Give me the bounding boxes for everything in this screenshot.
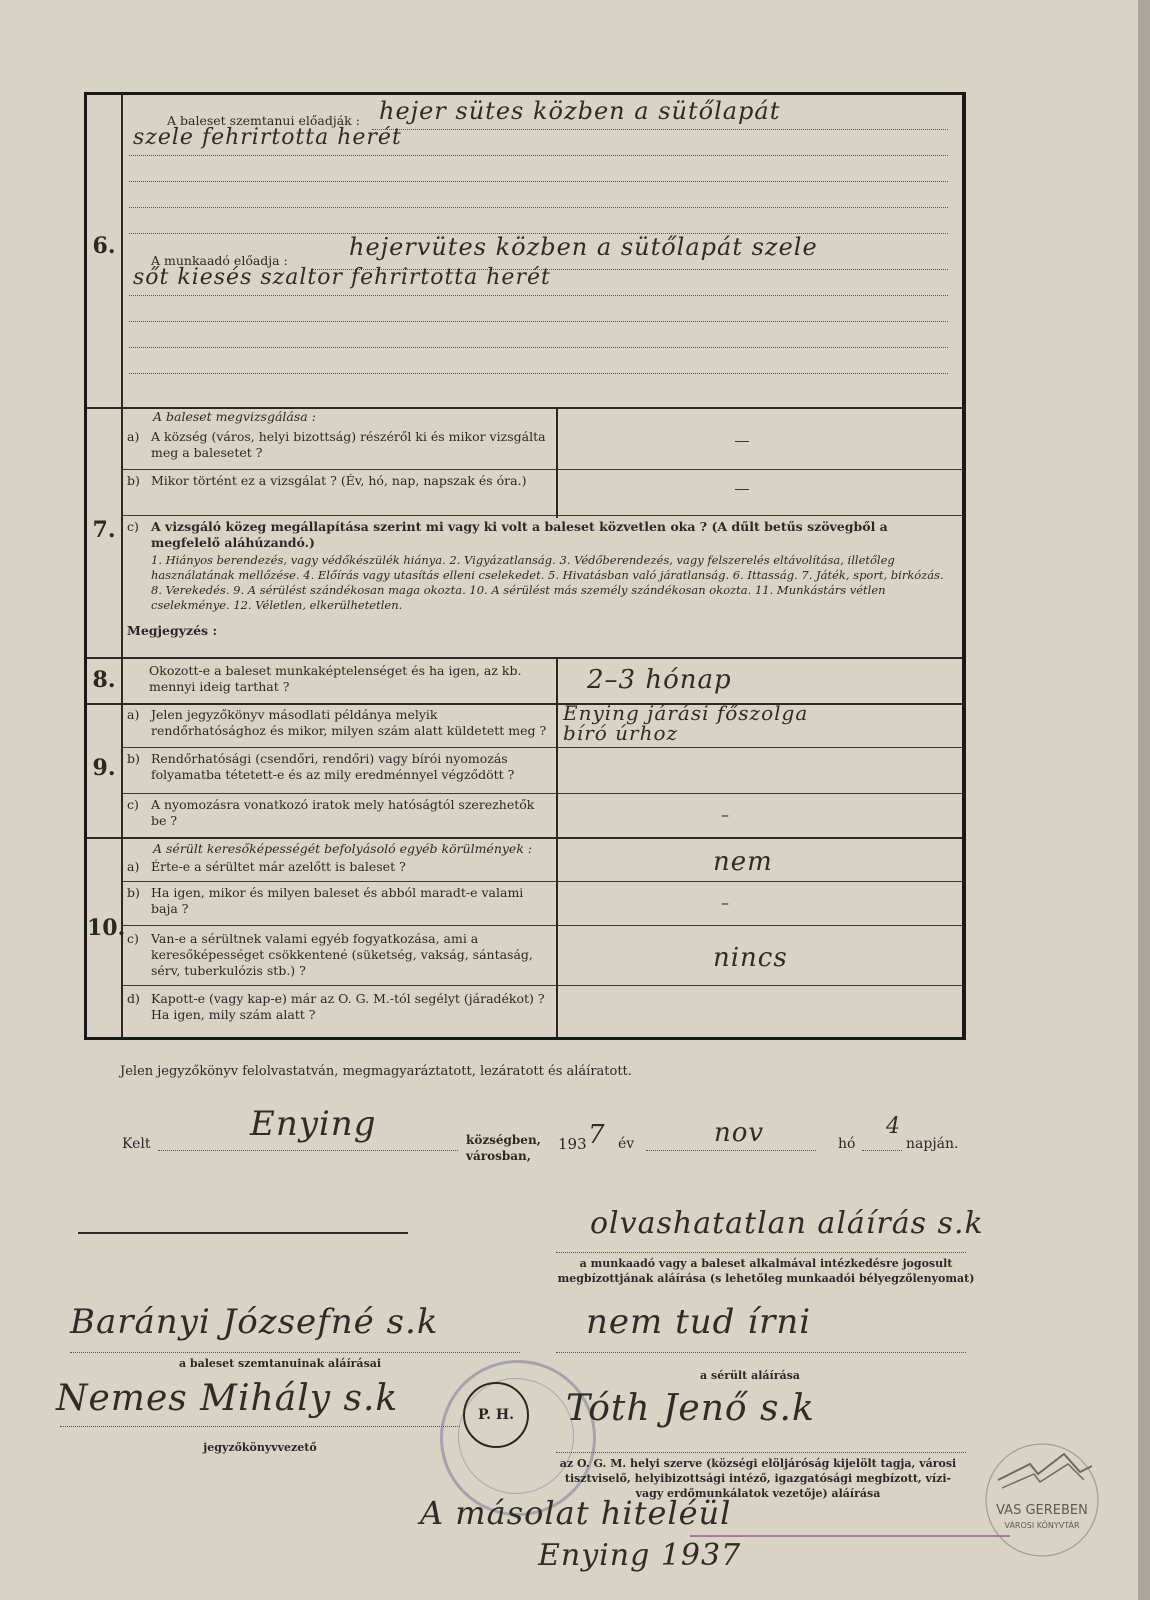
form-table [84, 92, 966, 1040]
kelt-label: Kelt [122, 1136, 151, 1152]
struck-line [78, 1232, 408, 1234]
ruled-line [129, 373, 948, 374]
question-text: Rendőrhatósági (csendőri, rendőri) vagy bírói nyomozás folyamatba tétetett-e és az mily eredménnyel végződött ? [151, 751, 515, 782]
witness-signature-caption: a baleset szemtanuinak aláírásai [178, 1357, 382, 1370]
item-letter: b) [127, 473, 140, 488]
ruled-line [129, 321, 948, 322]
divider-10a-10b [121, 881, 962, 882]
question-text: A község (város, helyi bizottság) részéről ki és mikor vizsgálta meg a balesetet ? [151, 429, 546, 460]
recorder-caption: jegyzőkönyvvezető [203, 1441, 317, 1454]
ruled-line [129, 347, 948, 348]
binding-edge [1138, 0, 1150, 1600]
library-name: VAS GEREBEN [996, 1503, 1088, 1518]
item-letter: a) [127, 707, 140, 722]
answer-text: – [721, 805, 729, 824]
item-letter: b) [127, 751, 140, 766]
divider-9-10 [87, 837, 962, 839]
answer-text: nincs [713, 943, 788, 973]
section-number: 6. [92, 233, 116, 259]
divider-7b-7c [121, 515, 962, 516]
section-heading: A baleset megvizsgálása : [153, 409, 316, 424]
copy-date: Enying 1937 [538, 1538, 742, 1573]
divider-9a-9b [121, 747, 962, 748]
cause-question: A vizsgáló közeg megállapítása szerint mi vagy ki volt a baleset közvetlen oka ? (A dűlt betűs szövegből a megfelelő aláhúzandó.) [151, 519, 888, 550]
item-letter: b) [127, 885, 140, 900]
witness-signature: Barányi Józsefné s.k [70, 1302, 439, 1342]
place-handwritten: Enying [250, 1104, 377, 1144]
question-text: Ha igen, mikor és milyen baleset és abból maradt-e valami baja ? [151, 885, 524, 916]
purple-ink-mark [690, 1535, 1010, 1537]
year-digit-handwritten: 7 [588, 1120, 606, 1150]
month-handwritten: nov [714, 1118, 765, 1148]
answer-text: Enying járási főszolga [563, 701, 809, 725]
section-heading: A sérült keresőképességét befolyásoló egyéb körülmények : [153, 841, 533, 856]
employer-signature-caption: megbízottjának aláírása (s lehetőleg munkaadói bélyegzőlenyomat) [557, 1272, 975, 1285]
divider-9b-9c [121, 793, 962, 794]
employer-signature-caption: a munkaadó vagy a baleset alkalmával intézkedésre jogosult [579, 1257, 953, 1270]
answer-column-line-7 [556, 409, 558, 518]
section-number: 10. [87, 915, 126, 941]
question-text: Okozott-e a baleset munkaképtelenséget és ha igen, az kb. mennyi ideig tarthat ? [149, 663, 522, 694]
item-letter: a) [127, 859, 140, 874]
recorder-signature-line [60, 1426, 460, 1427]
kozsegben-label: községben, [466, 1133, 541, 1147]
year-prefix: 193 [558, 1135, 587, 1153]
employer-signature-line [556, 1252, 966, 1253]
witness-signature-line [70, 1352, 520, 1353]
official-signature: Tóth Jenő s.k [566, 1388, 815, 1429]
divider-10c-10d [121, 985, 962, 986]
question-text: Van-e a sérültnek valami egyéb fogyatkozása, ami a keresőképességet csökkentené (süketség, vakság, sántaság, sérv, tuberkulózis stb.) ? [151, 931, 533, 978]
injured-signature-line [556, 1352, 966, 1353]
month-line [646, 1150, 816, 1151]
copy-note: A másolat hiteléül [420, 1494, 732, 1532]
ev-label: év [618, 1136, 635, 1152]
section-number: 9. [92, 755, 116, 781]
divider-10b-10c [121, 925, 962, 926]
item-letter: d) [127, 991, 140, 1006]
employer-label: A munkaadó előadja : [151, 253, 288, 268]
place-line [158, 1150, 458, 1151]
injured-signature: nem tud írni [586, 1302, 812, 1342]
item-letter: c) [127, 797, 139, 812]
answer-text: – [721, 893, 729, 912]
napjan-label: napján. [906, 1136, 959, 1152]
ph-seal-mark: P. H. [463, 1382, 529, 1448]
ruled-line [372, 129, 948, 130]
item-letter: a) [127, 429, 140, 444]
question-text: Kapott-e (vagy kap-e) már az O. G. M.-tól segélyt (járadékot) ? Ha igen, mily szám alatt ? [151, 991, 545, 1022]
injured-signature-caption: a sérült aláírása [700, 1369, 800, 1382]
answer-column-line-8 [556, 659, 558, 1037]
employer-statement-line-2: sőt kiesés szaltor fehrirtotta herét [133, 265, 551, 290]
cause-options: 1. Hiányos berendezés, vagy védőkészülék hiánya. 2. Vigyázatlanság. 3. Védőberendezés, vagy felszerelés eltávolítása, illetőleg használatának mellőzése. 4. Előírás vagy utasítás elleni cselekedet. 5. Hivatásban való járatlanság. 6. Ittasság. 7. Játék, sport, birkózás. 8. Verekedés. 9. A sérülést szándékosan maga okozta. 10. A sérülést más személy szándékosan okozta. 11. Munkástárs vétlen cselekménye. 12. Véletlen, elkerülhetetlen. [151, 553, 944, 612]
library-logo [980, 1440, 1130, 1570]
question-text: Érte-e a sérültet már azelőtt is baleset ? [151, 859, 406, 874]
divider-7-8 [87, 657, 962, 659]
official-signature-line [556, 1452, 966, 1453]
divider-7a-7b [121, 469, 962, 470]
recorder-signature: Nemes Mihály s.k [56, 1378, 399, 1419]
official-caption: tisztviselő, helyibizottsági intéző, igazgatósági megbízott, vízi- [564, 1472, 952, 1485]
number-column-line [121, 95, 123, 1037]
library-logo-icon [980, 1440, 1130, 1570]
ho-label: hó [838, 1136, 856, 1152]
ruled-line [129, 181, 948, 182]
ruled-line [129, 295, 948, 296]
witness-statement-line-2: szele fehrirtotta herét [133, 125, 402, 150]
official-caption: az O. G. M. helyi szerve (községi elöljáróság kijelölt tagja, városi [559, 1457, 957, 1470]
section-number: 7. [92, 517, 116, 543]
witness-statement-line-1: hejer sütes közben a sütőlapát [379, 97, 781, 125]
employer-statement-line-1: hejervütes közben a sütőlapát szele [349, 233, 818, 261]
question-text: A nyomozásra vonatkozó iratok mely hatóságtól szerezhetők be ? [151, 797, 535, 828]
closing-statement: Jelen jegyzőkönyv felolvastatván, megmagyaráztatott, lezáratott és aláíratott. [120, 1064, 632, 1079]
answer-text: 2–3 hónap [587, 665, 732, 695]
note-label: Megjegyzés : [127, 623, 218, 638]
question-text: Mikor történt ez a vizsgálat ? (Év, hó, nap, napszak és óra.) [151, 473, 527, 488]
question-text: Jelen jegyzőkönyv másodlati példánya melyik rendőrhatósághoz és mikor, milyen szám alatt küldetett meg ? [151, 707, 547, 738]
answer-dash [735, 489, 749, 490]
divider-8-9 [87, 703, 962, 705]
ruled-line [129, 155, 948, 156]
witness-label: A baleset szemtanui előadják : [167, 113, 360, 128]
item-letter: c) [127, 519, 139, 534]
day-line [862, 1150, 902, 1151]
ruled-line [129, 207, 948, 208]
varosban-label: városban, [466, 1149, 531, 1163]
answer-text: bíró úrhoz [563, 721, 679, 745]
employer-signature: olvashatatlan aláírás s.k [590, 1206, 984, 1241]
day-handwritten: 4 [886, 1114, 901, 1139]
item-letter: c) [127, 931, 139, 946]
official-caption: vagy erdőmunkálatok vezetője) aláírása [635, 1487, 881, 1500]
section-number: 8. [92, 667, 116, 693]
library-subname: VÁROSI KÖNYVTÁR [1004, 1521, 1080, 1530]
answer-dash [735, 441, 749, 442]
answer-text: nem [713, 847, 773, 877]
